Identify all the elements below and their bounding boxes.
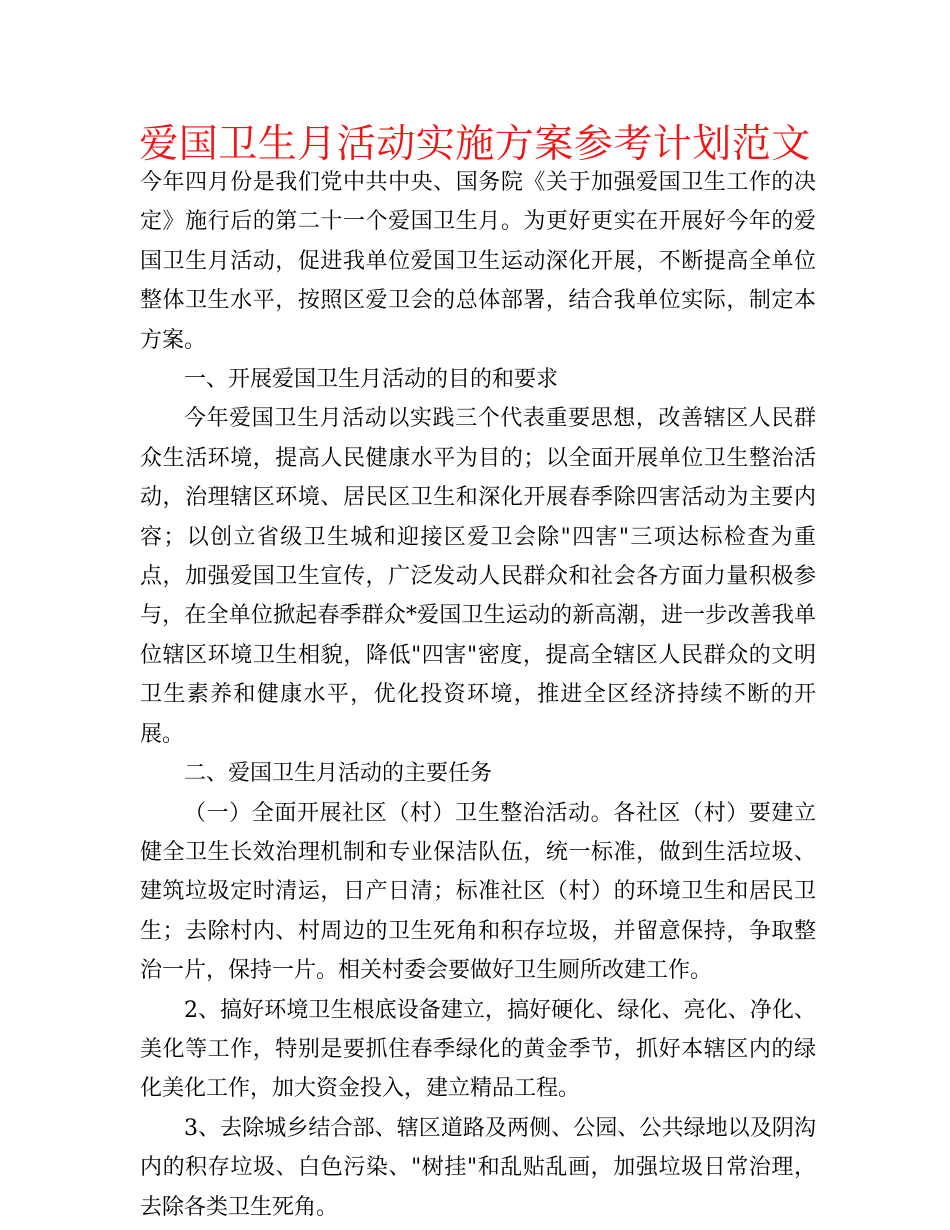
section-heading-1: 一、开展爱国卫生月活动的目的和要求 [184,367,559,393]
section-heading-2: 二、爱国卫生月活动的主要任务 [184,761,493,787]
document-title: 爱国卫生月活动实施方案参考计划范文 [139,122,811,167]
paragraph-task-2: 2、搞好环境卫生根底设备建立，搞好硬化、绿化、亮化、净化、美化等工作，特别是要抓住春季绿化的黄金季节，抓好本辖区内的绿化美化工作，加大资金投入，建立精品工程。 [140,997,816,1102]
paragraph-task-3: 3、去除城乡结合部、辖区道路及两侧、公园、公共绿地以及阴沟内的积存垃圾、白色污染、"树挂"和乱贴乱画，加强垃圾日常治理，去除各类卫生死角。 [140,1115,816,1220]
paragraph-task-1: （一）全面开展社区（村）卫生整治活动。各社区（村）要建立健全卫生长效治理机制和专业保洁队伍，统一标准，做到生活垃圾、建筑垃圾定时清运，日产日清；标准社区（村）的环境卫生和居民卫生；去除村内、村周边的卫生死角和积存垃圾，并留意保持，争取整治一片，保持一片。相关村委会要做好卫生厕所改建工作。 [140,800,816,984]
document-body [140,163,816,1227]
paragraph-intro: 今年四月份是我们党中共中央、国务院《关于加强爱国卫生工作的决定》施行后的第二十一个爱国卫生月。为更好更实在开展好今年的爱国卫生月活动，促进我单位爱国卫生运动深化开展，不断提高全单位整体卫生水平，按照区爱卫会的总体部署，结合我单位实际，制定本方案。 [140,170,816,353]
paragraph-goals: 今年爱国卫生月活动以实践三个代表重要思想，改善辖区人民群众生活环境，提高人民健康水平为目的；以全面开展单位卫生整治活动，治理辖区环境、居民区卫生和深化开展春季除四害活动为主要内容；以创立省级卫生城和迎接区爱卫会除"四害"三项达标检查为重点，加强爱国卫生宣传，广泛发动人民群众和社会各方面力量积极参与，在全单位掀起春季群众*爱国卫生运动的新高潮，进一步改善我单位辖区环境卫生相貌，降低"四害"密度，提高全辖区人民群众的文明卫生素养和健康水平，优化投资环境，推进全区经济持续不断的开展。 [140,406,816,747]
